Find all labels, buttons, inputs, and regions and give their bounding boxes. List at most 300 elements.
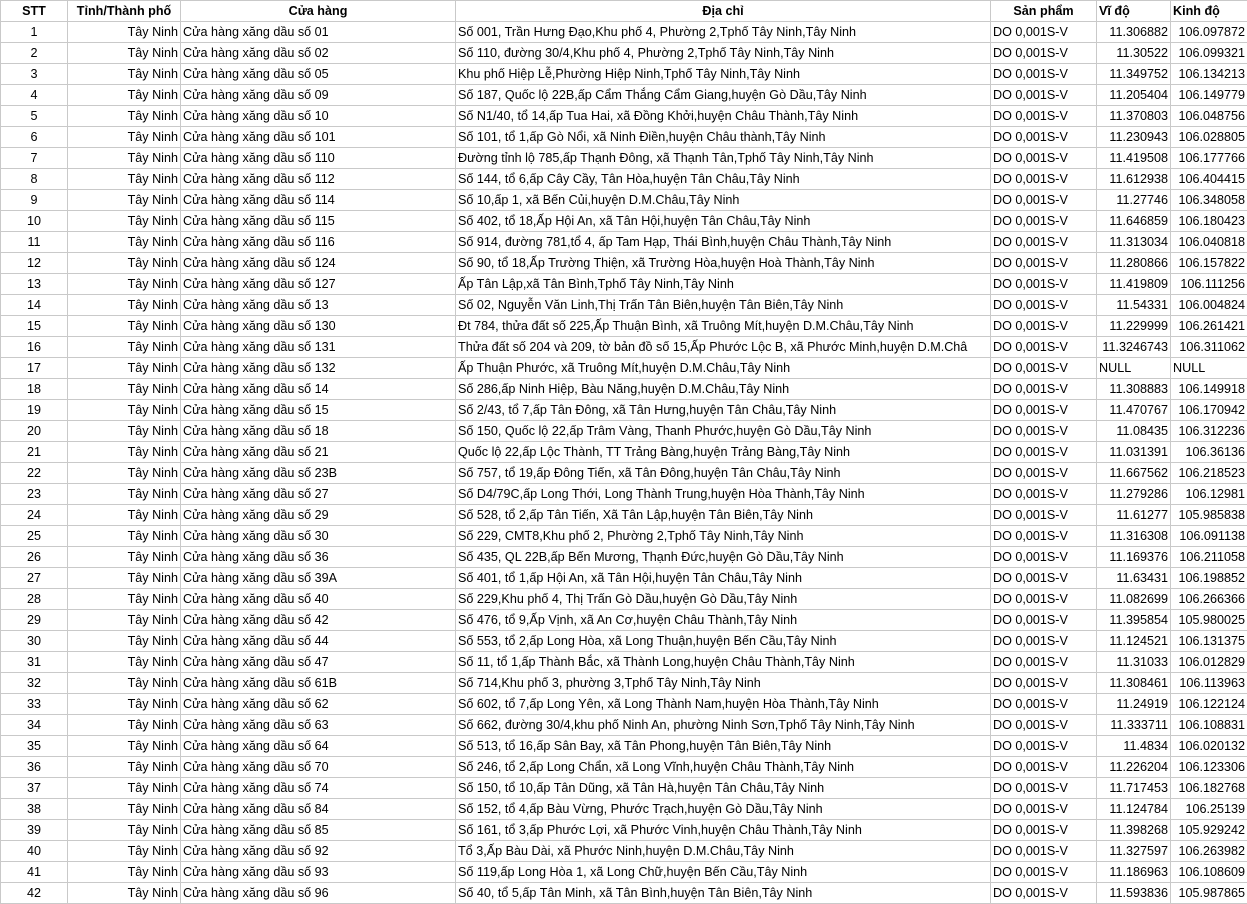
cell-latitude[interactable]: 11.308883 <box>1097 379 1171 400</box>
cell-address[interactable]: Tổ 3,Ấp Bàu Dài, xã Phước Ninh,huyện D.M.Châu,Tây Ninh <box>456 841 991 862</box>
cell-province[interactable]: Tây Ninh <box>68 484 181 505</box>
cell-store[interactable]: Cửa hàng xăng dầu số 29 <box>181 505 456 526</box>
cell-stt[interactable]: 29 <box>1 610 68 631</box>
cell-longitude[interactable]: 106.020132 <box>1171 736 1247 757</box>
cell-stt[interactable]: 13 <box>1 274 68 295</box>
cell-product[interactable]: DO 0,001S-V <box>991 610 1097 631</box>
cell-product[interactable]: DO 0,001S-V <box>991 652 1097 673</box>
cell-longitude[interactable]: 106.25139 <box>1171 799 1247 820</box>
cell-address[interactable]: Số 187, Quốc lộ 22B,ấp Cẩm Thắng Cẩm Giang,huyện Gò Dầu,Tây Ninh <box>456 85 991 106</box>
cell-longitude[interactable]: 106.048756 <box>1171 106 1247 127</box>
cell-longitude[interactable]: 106.170942 <box>1171 400 1247 421</box>
cell-address[interactable]: Số 161, tổ 3,ấp Phước Lợi, xã Phước Vinh,huyện Châu Thành,Tây Ninh <box>456 820 991 841</box>
cell-latitude[interactable]: 11.08435 <box>1097 421 1171 442</box>
cell-product[interactable]: DO 0,001S-V <box>991 547 1097 568</box>
cell-stt[interactable]: 40 <box>1 841 68 862</box>
cell-latitude[interactable]: 11.3246743 <box>1097 337 1171 358</box>
header-province[interactable]: Tỉnh/Thành phố <box>68 1 181 22</box>
cell-address[interactable]: Ấp Thuận Phước, xã Truông Mít,huyện D.M.Châu,Tây Ninh <box>456 358 991 379</box>
cell-latitude[interactable]: 11.229999 <box>1097 316 1171 337</box>
cell-longitude[interactable]: 106.097872 <box>1171 22 1247 43</box>
cell-province[interactable]: Tây Ninh <box>68 778 181 799</box>
cell-latitude[interactable]: 11.031391 <box>1097 442 1171 463</box>
cell-address[interactable]: Đt 784, thửa đất số 225,Ấp Thuận Bình, xã Truông Mít,huyện D.M.Châu,Tây Ninh <box>456 316 991 337</box>
cell-stt[interactable]: 22 <box>1 463 68 484</box>
cell-latitude[interactable]: 11.30522 <box>1097 43 1171 64</box>
cell-latitude[interactable]: NULL <box>1097 358 1171 379</box>
cell-province[interactable]: Tây Ninh <box>68 652 181 673</box>
cell-latitude[interactable]: 11.24919 <box>1097 694 1171 715</box>
cell-latitude[interactable]: 11.279286 <box>1097 484 1171 505</box>
cell-province[interactable]: Tây Ninh <box>68 736 181 757</box>
cell-product[interactable]: DO 0,001S-V <box>991 505 1097 526</box>
cell-address[interactable]: Số 602, tổ 7,ấp Long Yên, xã Long Thành Nam,huyện Hòa Thành,Tây Ninh <box>456 694 991 715</box>
cell-address[interactable]: Số 2/43, tổ 7,ấp Tân Đông, xã Tân Hưng,huyện Tân Châu,Tây Ninh <box>456 400 991 421</box>
cell-product[interactable]: DO 0,001S-V <box>991 841 1097 862</box>
cell-longitude[interactable]: 105.985838 <box>1171 505 1247 526</box>
cell-store[interactable]: Cửa hàng xăng dầu số 47 <box>181 652 456 673</box>
cell-address[interactable]: Số 402, tổ 18,Ấp Hội An, xã Tân Hội,huyện Tân Châu,Tây Ninh <box>456 211 991 232</box>
cell-longitude[interactable]: 106.180423 <box>1171 211 1247 232</box>
cell-address[interactable]: Số 152, tổ 4,ấp Bàu Vừng, Phước Trạch,huyện Gò Dầu,Tây Ninh <box>456 799 991 820</box>
cell-product[interactable]: DO 0,001S-V <box>991 736 1097 757</box>
cell-province[interactable]: Tây Ninh <box>68 337 181 358</box>
cell-latitude[interactable]: 11.27746 <box>1097 190 1171 211</box>
cell-province[interactable]: Tây Ninh <box>68 862 181 883</box>
cell-stt[interactable]: 34 <box>1 715 68 736</box>
header-address[interactable]: Địa chỉ <box>456 1 991 22</box>
cell-product[interactable]: DO 0,001S-V <box>991 64 1097 85</box>
cell-province[interactable]: Tây Ninh <box>68 106 181 127</box>
cell-province[interactable]: Tây Ninh <box>68 631 181 652</box>
cell-store[interactable]: Cửa hàng xăng dầu số 84 <box>181 799 456 820</box>
cell-address[interactable]: Số 144, tổ 6,ấp Cây Cầy, Tân Hòa,huyện Tân Châu,Tây Ninh <box>456 169 991 190</box>
cell-longitude[interactable]: 106.028805 <box>1171 127 1247 148</box>
cell-address[interactable]: Số 286,ấp Ninh Hiệp, Bàu Năng,huyện D.M.Châu,Tây Ninh <box>456 379 991 400</box>
cell-stt[interactable]: 36 <box>1 757 68 778</box>
cell-longitude[interactable]: 105.980025 <box>1171 610 1247 631</box>
header-product[interactable]: Sản phẩm <box>991 1 1097 22</box>
cell-store[interactable]: Cửa hàng xăng dầu số 39A <box>181 568 456 589</box>
cell-stt[interactable]: 7 <box>1 148 68 169</box>
cell-province[interactable]: Tây Ninh <box>68 211 181 232</box>
cell-stt[interactable]: 16 <box>1 337 68 358</box>
cell-longitude[interactable]: 106.123306 <box>1171 757 1247 778</box>
cell-longitude[interactable]: 106.261421 <box>1171 316 1247 337</box>
cell-province[interactable]: Tây Ninh <box>68 547 181 568</box>
cell-stt[interactable]: 37 <box>1 778 68 799</box>
cell-longitude[interactable]: 106.099321 <box>1171 43 1247 64</box>
cell-product[interactable]: DO 0,001S-V <box>991 232 1097 253</box>
cell-province[interactable]: Tây Ninh <box>68 421 181 442</box>
header-latitude[interactable]: Vĩ độ <box>1097 1 1171 22</box>
cell-latitude[interactable]: 11.124784 <box>1097 799 1171 820</box>
cell-store[interactable]: Cửa hàng xăng dầu số 101 <box>181 127 456 148</box>
cell-province[interactable]: Tây Ninh <box>68 190 181 211</box>
cell-longitude[interactable]: 106.348058 <box>1171 190 1247 211</box>
cell-province[interactable]: Tây Ninh <box>68 589 181 610</box>
cell-product[interactable]: DO 0,001S-V <box>991 778 1097 799</box>
cell-address[interactable]: Thửa đất số 204 và 209, tờ bản đồ số 15,Ấp Phước Lộc B, xã Phước Minh,huyện D.M.Châ <box>456 337 991 358</box>
cell-province[interactable]: Tây Ninh <box>68 715 181 736</box>
cell-address[interactable]: Số 40, tổ 5,ấp Tân Minh, xã Tân Bình,huyện Tân Biên,Tây Ninh <box>456 883 991 904</box>
cell-province[interactable]: Tây Ninh <box>68 316 181 337</box>
cell-latitude[interactable]: 11.082699 <box>1097 589 1171 610</box>
cell-latitude[interactable]: 11.230943 <box>1097 127 1171 148</box>
cell-product[interactable]: DO 0,001S-V <box>991 43 1097 64</box>
cell-store[interactable]: Cửa hàng xăng dầu số 27 <box>181 484 456 505</box>
cell-latitude[interactable]: 11.31033 <box>1097 652 1171 673</box>
cell-stt[interactable]: 10 <box>1 211 68 232</box>
cell-address[interactable]: Số 435, QL 22B,ấp Bến Mương, Thạnh Đức,huyện Gò Dầu,Tây Ninh <box>456 547 991 568</box>
cell-stt[interactable]: 6 <box>1 127 68 148</box>
cell-stt[interactable]: 24 <box>1 505 68 526</box>
cell-store[interactable]: Cửa hàng xăng dầu số 116 <box>181 232 456 253</box>
cell-longitude[interactable]: 106.182768 <box>1171 778 1247 799</box>
cell-longitude[interactable]: 106.108831 <box>1171 715 1247 736</box>
cell-latitude[interactable]: 11.61277 <box>1097 505 1171 526</box>
cell-longitude[interactable]: 106.218523 <box>1171 463 1247 484</box>
cell-store[interactable]: Cửa hàng xăng dầu số 96 <box>181 883 456 904</box>
cell-stt[interactable]: 2 <box>1 43 68 64</box>
cell-longitude[interactable]: 106.211058 <box>1171 547 1247 568</box>
cell-stt[interactable]: 9 <box>1 190 68 211</box>
cell-address[interactable]: Số 553, tổ 2,ấp Long Hòa, xã Long Thuận,huyện Bến Cầu,Tây Ninh <box>456 631 991 652</box>
cell-address[interactable]: Số 246, tổ 2,ấp Long Chẩn, xã Long Vĩnh,huyện Châu Thành,Tây Ninh <box>456 757 991 778</box>
cell-stt[interactable]: 17 <box>1 358 68 379</box>
cell-store[interactable]: Cửa hàng xăng dầu số 115 <box>181 211 456 232</box>
cell-product[interactable]: DO 0,001S-V <box>991 274 1097 295</box>
cell-longitude[interactable]: 106.198852 <box>1171 568 1247 589</box>
cell-store[interactable]: Cửa hàng xăng dầu số 110 <box>181 148 456 169</box>
cell-product[interactable]: DO 0,001S-V <box>991 190 1097 211</box>
cell-latitude[interactable]: 11.280866 <box>1097 253 1171 274</box>
cell-store[interactable]: Cửa hàng xăng dầu số 127 <box>181 274 456 295</box>
cell-store[interactable]: Cửa hàng xăng dầu số 42 <box>181 610 456 631</box>
header-longitude[interactable]: Kinh độ <box>1171 1 1247 22</box>
cell-address[interactable]: Số 10,ấp 1, xã Bến Củi,huyện D.M.Châu,Tây Ninh <box>456 190 991 211</box>
cell-product[interactable]: DO 0,001S-V <box>991 484 1097 505</box>
cell-latitude[interactable]: 11.124521 <box>1097 631 1171 652</box>
cell-address[interactable]: Số 662, đường 30/4,khu phố Ninh An, phường Ninh Sơn,Tphố Tây Ninh,Tây Ninh <box>456 715 991 736</box>
cell-province[interactable]: Tây Ninh <box>68 610 181 631</box>
cell-longitude[interactable]: 105.987865 <box>1171 883 1247 904</box>
cell-stt[interactable]: 38 <box>1 799 68 820</box>
cell-province[interactable]: Tây Ninh <box>68 673 181 694</box>
cell-store[interactable]: Cửa hàng xăng dầu số 130 <box>181 316 456 337</box>
cell-stt[interactable]: 32 <box>1 673 68 694</box>
cell-store[interactable]: Cửa hàng xăng dầu số 40 <box>181 589 456 610</box>
cell-address[interactable]: Số 11, tổ 1,ấp Thành Bắc, xã Thành Long,huyện Châu Thành,Tây Ninh <box>456 652 991 673</box>
cell-product[interactable]: DO 0,001S-V <box>991 799 1097 820</box>
cell-province[interactable]: Tây Ninh <box>68 568 181 589</box>
cell-product[interactable]: DO 0,001S-V <box>991 127 1097 148</box>
cell-product[interactable]: DO 0,001S-V <box>991 631 1097 652</box>
cell-product[interactable]: DO 0,001S-V <box>991 421 1097 442</box>
cell-store[interactable]: Cửa hàng xăng dầu số 93 <box>181 862 456 883</box>
cell-product[interactable]: DO 0,001S-V <box>991 568 1097 589</box>
cell-address[interactable]: Số N1/40, tổ 14,ấp Tua Hai, xã Đồng Khởi,huyện Châu Thành,Tây Ninh <box>456 106 991 127</box>
header-store[interactable]: Cửa hàng <box>181 1 456 22</box>
cell-store[interactable]: Cửa hàng xăng dầu số 13 <box>181 295 456 316</box>
cell-store[interactable]: Cửa hàng xăng dầu số 15 <box>181 400 456 421</box>
cell-latitude[interactable]: 11.470767 <box>1097 400 1171 421</box>
cell-longitude[interactable]: NULL <box>1171 358 1247 379</box>
cell-province[interactable]: Tây Ninh <box>68 820 181 841</box>
cell-product[interactable]: DO 0,001S-V <box>991 106 1097 127</box>
cell-longitude[interactable]: 106.149779 <box>1171 85 1247 106</box>
cell-province[interactable]: Tây Ninh <box>68 799 181 820</box>
cell-store[interactable]: Cửa hàng xăng dầu số 63 <box>181 715 456 736</box>
cell-address[interactable]: Số 90, tổ 18,Ấp Trường Thiện, xã Trường Hòa,huyện Hoà Thành,Tây Ninh <box>456 253 991 274</box>
cell-latitude[interactable]: 11.327597 <box>1097 841 1171 862</box>
cell-province[interactable]: Tây Ninh <box>68 169 181 190</box>
cell-store[interactable]: Cửa hàng xăng dầu số 131 <box>181 337 456 358</box>
cell-longitude[interactable]: 106.004824 <box>1171 295 1247 316</box>
cell-longitude[interactable]: 106.266366 <box>1171 589 1247 610</box>
cell-province[interactable]: Tây Ninh <box>68 127 181 148</box>
cell-stt[interactable]: 26 <box>1 547 68 568</box>
cell-stt[interactable]: 30 <box>1 631 68 652</box>
cell-product[interactable]: DO 0,001S-V <box>991 22 1097 43</box>
cell-product[interactable]: DO 0,001S-V <box>991 673 1097 694</box>
header-stt[interactable]: STT <box>1 1 68 22</box>
cell-stt[interactable]: 5 <box>1 106 68 127</box>
cell-store[interactable]: Cửa hàng xăng dầu số 70 <box>181 757 456 778</box>
cell-longitude[interactable]: 106.091138 <box>1171 526 1247 547</box>
cell-product[interactable]: DO 0,001S-V <box>991 85 1097 106</box>
cell-longitude[interactable]: 106.312236 <box>1171 421 1247 442</box>
cell-province[interactable]: Tây Ninh <box>68 463 181 484</box>
cell-latitude[interactable]: 11.226204 <box>1097 757 1171 778</box>
cell-address[interactable]: Số 476, tổ 9,Ấp Vịnh, xã An Cơ,huyện Châu Thành,Tây Ninh <box>456 610 991 631</box>
cell-product[interactable]: DO 0,001S-V <box>991 211 1097 232</box>
cell-longitude[interactable]: 106.263982 <box>1171 841 1247 862</box>
cell-stt[interactable]: 4 <box>1 85 68 106</box>
cell-stt[interactable]: 3 <box>1 64 68 85</box>
cell-province[interactable]: Tây Ninh <box>68 253 181 274</box>
cell-product[interactable]: DO 0,001S-V <box>991 400 1097 421</box>
cell-latitude[interactable]: 11.419508 <box>1097 148 1171 169</box>
cell-product[interactable]: DO 0,001S-V <box>991 316 1097 337</box>
cell-longitude[interactable]: 106.177766 <box>1171 148 1247 169</box>
cell-stt[interactable]: 14 <box>1 295 68 316</box>
cell-province[interactable]: Tây Ninh <box>68 295 181 316</box>
cell-store[interactable]: Cửa hàng xăng dầu số 30 <box>181 526 456 547</box>
cell-store[interactable]: Cửa hàng xăng dầu số 10 <box>181 106 456 127</box>
cell-stt[interactable]: 19 <box>1 400 68 421</box>
cell-address[interactable]: Số 02, Nguyễn Văn Linh,Thị Trấn Tân Biên,huyện Tân Biên,Tây Ninh <box>456 295 991 316</box>
cell-address[interactable]: Khu phố Hiệp Lễ,Phường Hiệp Ninh,Tphố Tây Ninh,Tây Ninh <box>456 64 991 85</box>
cell-address[interactable]: Đường tỉnh lộ 785,ấp Thạnh Đông, xã Thạnh Tân,Tphố Tây Ninh,Tây Ninh <box>456 148 991 169</box>
cell-address[interactable]: Số 714,Khu phố 3, phường 3,Tphố Tây Ninh,Tây Ninh <box>456 673 991 694</box>
cell-store[interactable]: Cửa hàng xăng dầu số 61B <box>181 673 456 694</box>
cell-stt[interactable]: 15 <box>1 316 68 337</box>
cell-address[interactable]: Số 001, Trần Hưng Đạo,Khu phố 4, Phường 2,Tphố Tây Ninh,Tây Ninh <box>456 22 991 43</box>
cell-longitude[interactable]: 106.149918 <box>1171 379 1247 400</box>
cell-store[interactable]: Cửa hàng xăng dầu số 112 <box>181 169 456 190</box>
cell-store[interactable]: Cửa hàng xăng dầu số 44 <box>181 631 456 652</box>
cell-latitude[interactable]: 11.313034 <box>1097 232 1171 253</box>
cell-address[interactable]: Số 150, Quốc lộ 22,ấp Trâm Vàng, Thanh Phước,huyện Gò Dầu,Tây Ninh <box>456 421 991 442</box>
cell-stt[interactable]: 27 <box>1 568 68 589</box>
cell-address[interactable]: Số 757, tổ 19,ấp Đông Tiến, xã Tân Đông,huyện Tân Châu,Tây Ninh <box>456 463 991 484</box>
cell-longitude[interactable]: 106.36136 <box>1171 442 1247 463</box>
cell-longitude[interactable]: 106.404415 <box>1171 169 1247 190</box>
cell-product[interactable]: DO 0,001S-V <box>991 526 1097 547</box>
cell-address[interactable]: Số 229, CMT8,Khu phố 2, Phường 2,Tphố Tây Ninh,Tây Ninh <box>456 526 991 547</box>
cell-product[interactable]: DO 0,001S-V <box>991 337 1097 358</box>
cell-address[interactable]: Số 401, tổ 1,ấp Hội An, xã Tân Hội,huyện Tân Châu,Tây Ninh <box>456 568 991 589</box>
cell-address[interactable]: Số 914, đường 781,tổ 4, ấp Tam Hạp, Thái Bình,huyện Châu Thành,Tây Ninh <box>456 232 991 253</box>
cell-latitude[interactable]: 11.593836 <box>1097 883 1171 904</box>
cell-longitude[interactable]: 106.108609 <box>1171 862 1247 883</box>
cell-latitude[interactable]: 11.316308 <box>1097 526 1171 547</box>
cell-product[interactable]: DO 0,001S-V <box>991 379 1097 400</box>
cell-stt[interactable]: 35 <box>1 736 68 757</box>
cell-longitude[interactable]: 106.134213 <box>1171 64 1247 85</box>
cell-address[interactable]: Ấp Tân Lập,xã Tân Bình,Tphố Tây Ninh,Tây Ninh <box>456 274 991 295</box>
cell-province[interactable]: Tây Ninh <box>68 841 181 862</box>
cell-province[interactable]: Tây Ninh <box>68 43 181 64</box>
cell-store[interactable]: Cửa hàng xăng dầu số 74 <box>181 778 456 799</box>
cell-product[interactable]: DO 0,001S-V <box>991 253 1097 274</box>
cell-product[interactable]: DO 0,001S-V <box>991 463 1097 484</box>
cell-address[interactable]: Số 119,ấp Long Hòa 1, xã Long Chữ,huyện Bến Cầu,Tây Ninh <box>456 862 991 883</box>
cell-latitude[interactable]: 11.4834 <box>1097 736 1171 757</box>
cell-province[interactable]: Tây Ninh <box>68 274 181 295</box>
cell-latitude[interactable]: 11.349752 <box>1097 64 1171 85</box>
cell-province[interactable]: Tây Ninh <box>68 526 181 547</box>
cell-stt[interactable]: 12 <box>1 253 68 274</box>
cell-product[interactable]: DO 0,001S-V <box>991 862 1097 883</box>
cell-store[interactable]: Cửa hàng xăng dầu số 92 <box>181 841 456 862</box>
cell-address[interactable]: Số 229,Khu phố 4, Thị Trấn Gò Dầu,huyện Gò Dầu,Tây Ninh <box>456 589 991 610</box>
cell-product[interactable]: DO 0,001S-V <box>991 820 1097 841</box>
cell-store[interactable]: Cửa hàng xăng dầu số 64 <box>181 736 456 757</box>
cell-stt[interactable]: 20 <box>1 421 68 442</box>
cell-store[interactable]: Cửa hàng xăng dầu số 114 <box>181 190 456 211</box>
cell-address[interactable]: Số 513, tổ 16,ấp Sân Bay, xã Tân Phong,huyện Tân Biên,Tây Ninh <box>456 736 991 757</box>
cell-province[interactable]: Tây Ninh <box>68 232 181 253</box>
cell-product[interactable]: DO 0,001S-V <box>991 169 1097 190</box>
cell-latitude[interactable]: 11.186963 <box>1097 862 1171 883</box>
cell-store[interactable]: Cửa hàng xăng dầu số 124 <box>181 253 456 274</box>
cell-store[interactable]: Cửa hàng xăng dầu số 18 <box>181 421 456 442</box>
cell-store[interactable]: Cửa hàng xăng dầu số 05 <box>181 64 456 85</box>
cell-latitude[interactable]: 11.646859 <box>1097 211 1171 232</box>
cell-store[interactable]: Cửa hàng xăng dầu số 21 <box>181 442 456 463</box>
cell-stt[interactable]: 33 <box>1 694 68 715</box>
cell-store[interactable]: Cửa hàng xăng dầu số 62 <box>181 694 456 715</box>
cell-address[interactable]: Số 528, tổ 2,ấp Tân Tiến, Xã Tân Lập,huyện Tân Biên,Tây Ninh <box>456 505 991 526</box>
cell-latitude[interactable]: 11.395854 <box>1097 610 1171 631</box>
cell-longitude[interactable]: 106.113963 <box>1171 673 1247 694</box>
cell-store[interactable]: Cửa hàng xăng dầu số 01 <box>181 22 456 43</box>
cell-longitude[interactable]: 106.040818 <box>1171 232 1247 253</box>
cell-stt[interactable]: 39 <box>1 820 68 841</box>
cell-stt[interactable]: 8 <box>1 169 68 190</box>
cell-stt[interactable]: 41 <box>1 862 68 883</box>
cell-province[interactable]: Tây Ninh <box>68 442 181 463</box>
cell-latitude[interactable]: 11.612938 <box>1097 169 1171 190</box>
cell-address[interactable]: Số 110, đường 30/4,Khu phố 4, Phường 2,Tphố Tây Ninh,Tây Ninh <box>456 43 991 64</box>
cell-store[interactable]: Cửa hàng xăng dầu số 85 <box>181 820 456 841</box>
cell-store[interactable]: Cửa hàng xăng dầu số 09 <box>181 85 456 106</box>
cell-province[interactable]: Tây Ninh <box>68 379 181 400</box>
cell-product[interactable]: DO 0,001S-V <box>991 589 1097 610</box>
cell-latitude[interactable]: 11.54331 <box>1097 295 1171 316</box>
cell-province[interactable]: Tây Ninh <box>68 400 181 421</box>
cell-latitude[interactable]: 11.667562 <box>1097 463 1171 484</box>
cell-address[interactable]: Quốc lộ 22,ấp Lộc Thành, TT Trảng Bàng,huyện Trảng Bàng,Tây Ninh <box>456 442 991 463</box>
cell-store[interactable]: Cửa hàng xăng dầu số 14 <box>181 379 456 400</box>
cell-province[interactable]: Tây Ninh <box>68 148 181 169</box>
cell-product[interactable]: DO 0,001S-V <box>991 715 1097 736</box>
cell-latitude[interactable]: 11.308461 <box>1097 673 1171 694</box>
cell-stt[interactable]: 11 <box>1 232 68 253</box>
cell-latitude[interactable]: 11.717453 <box>1097 778 1171 799</box>
cell-stt[interactable]: 42 <box>1 883 68 904</box>
cell-latitude[interactable]: 11.306882 <box>1097 22 1171 43</box>
cell-stt[interactable]: 31 <box>1 652 68 673</box>
cell-product[interactable]: DO 0,001S-V <box>991 694 1097 715</box>
cell-province[interactable]: Tây Ninh <box>68 757 181 778</box>
cell-store[interactable]: Cửa hàng xăng dầu số 23B <box>181 463 456 484</box>
cell-product[interactable]: DO 0,001S-V <box>991 883 1097 904</box>
cell-product[interactable]: DO 0,001S-V <box>991 295 1097 316</box>
cell-latitude[interactable]: 11.205404 <box>1097 85 1171 106</box>
cell-stt[interactable]: 18 <box>1 379 68 400</box>
cell-longitude[interactable]: 106.012829 <box>1171 652 1247 673</box>
cell-store[interactable]: Cửa hàng xăng dầu số 36 <box>181 547 456 568</box>
cell-product[interactable]: DO 0,001S-V <box>991 358 1097 379</box>
cell-province[interactable]: Tây Ninh <box>68 358 181 379</box>
cell-latitude[interactable]: 11.333711 <box>1097 715 1171 736</box>
cell-address[interactable]: Số 101, tổ 1,ấp Gò Nổi, xã Ninh Điền,huyện Châu thành,Tây Ninh <box>456 127 991 148</box>
cell-longitude[interactable]: 106.157822 <box>1171 253 1247 274</box>
cell-address[interactable]: Số D4/79C,ấp Long Thới, Long Thành Trung,huyện Hòa Thành,Tây Ninh <box>456 484 991 505</box>
cell-longitude[interactable]: 106.12981 <box>1171 484 1247 505</box>
cell-province[interactable]: Tây Ninh <box>68 64 181 85</box>
cell-latitude[interactable]: 11.169376 <box>1097 547 1171 568</box>
cell-province[interactable]: Tây Ninh <box>68 85 181 106</box>
cell-province[interactable]: Tây Ninh <box>68 505 181 526</box>
cell-longitude[interactable]: 106.122124 <box>1171 694 1247 715</box>
cell-address[interactable]: Số 150, tổ 10,ấp Tân Dũng, xã Tân Hà,huyện Tân Châu,Tây Ninh <box>456 778 991 799</box>
cell-product[interactable]: DO 0,001S-V <box>991 757 1097 778</box>
cell-product[interactable]: DO 0,001S-V <box>991 148 1097 169</box>
cell-longitude[interactable]: 106.131375 <box>1171 631 1247 652</box>
cell-latitude[interactable]: 11.398268 <box>1097 820 1171 841</box>
cell-longitude[interactable]: 106.111256 <box>1171 274 1247 295</box>
cell-stt[interactable]: 21 <box>1 442 68 463</box>
cell-store[interactable]: Cửa hàng xăng dầu số 02 <box>181 43 456 64</box>
cell-stt[interactable]: 1 <box>1 22 68 43</box>
cell-province[interactable]: Tây Ninh <box>68 883 181 904</box>
cell-latitude[interactable]: 11.419809 <box>1097 274 1171 295</box>
cell-stt[interactable]: 25 <box>1 526 68 547</box>
cell-stt[interactable]: 28 <box>1 589 68 610</box>
cell-province[interactable]: Tây Ninh <box>68 694 181 715</box>
cell-longitude[interactable]: 106.311062 <box>1171 337 1247 358</box>
cell-stt[interactable]: 23 <box>1 484 68 505</box>
cell-store[interactable]: Cửa hàng xăng dầu số 132 <box>181 358 456 379</box>
cell-product[interactable]: DO 0,001S-V <box>991 442 1097 463</box>
cell-longitude[interactable]: 105.929242 <box>1171 820 1247 841</box>
cell-latitude[interactable]: 11.63431 <box>1097 568 1171 589</box>
cell-latitude[interactable]: 11.370803 <box>1097 106 1171 127</box>
